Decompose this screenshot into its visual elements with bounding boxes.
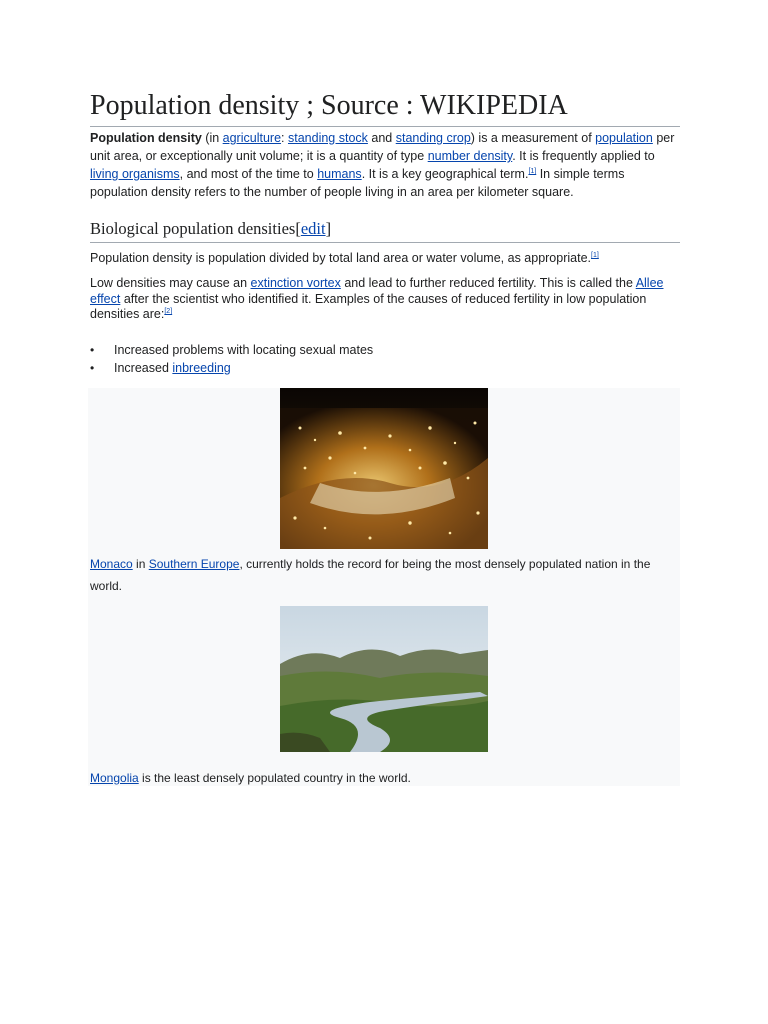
reference-link-1b[interactable]: [1]	[591, 252, 599, 259]
reference-link-2[interactable]: [2]	[164, 308, 173, 315]
reference-2	[164, 308, 172, 315]
page-title: Population density ; Source : WIKIPEDIA	[90, 88, 680, 127]
image-gallery	[88, 388, 680, 786]
monaco-night-image[interactable]	[280, 388, 488, 549]
link-inbreeding[interactable]: inbreeding	[172, 360, 231, 375]
link-monaco[interactable]: Monaco	[90, 557, 133, 571]
link-standing-stock[interactable]: standing stock	[287, 131, 368, 145]
link-living-organisms[interactable]: living organisms	[90, 167, 180, 181]
link-extinction-vortex[interactable]: extinction vortex	[250, 276, 341, 290]
mongolia-caption: Mongolia is the least densely populated country in the world.	[90, 771, 411, 785]
intro-paragraph: Population density (in agriculture: standing stock and standing crop) is a measurement of population per unit area, or exceptionally unit volume; it is a quantity of type number density. It is frequently applied to living organisms, and most of the time to humans. It is a key geographical term.[1] In simple terms population density refers to the number of people living in an area per kilometer square.	[90, 131, 675, 199]
link-allee-effect[interactable]: Allee effect	[90, 276, 664, 306]
intro-term: Population density	[90, 131, 202, 145]
paragraph-definition: Population density is population divided by total land area or water volume, as appropriate.[1]	[90, 251, 599, 265]
mongolia-photo	[280, 606, 488, 752]
reference-1b	[591, 252, 599, 259]
section-heading: Biological population densities[edit]	[90, 217, 680, 243]
monaco-caption: Monaco in Southern Europe, currently holds the record for being the most densely populated nation in the world.	[90, 557, 651, 593]
link-agriculture[interactable]: agriculture	[222, 131, 282, 145]
mongolia-landscape-image[interactable]	[280, 606, 488, 752]
reference-link-1[interactable]: [1]	[528, 168, 537, 175]
edit-link[interactable]: edit	[300, 219, 326, 238]
link-number-density[interactable]: number density	[427, 149, 513, 163]
link-mongolia[interactable]: Mongolia	[90, 771, 139, 785]
link-humans[interactable]: humans	[317, 167, 362, 181]
link-standing-crop[interactable]: standing crop	[395, 131, 471, 145]
link-southern-europe[interactable]: Southern Europe	[148, 557, 240, 571]
article	[90, 88, 680, 377]
paragraph-low-densities: Low densities may cause an extinction vortex and lead to further reduced fertility. This is called the Allee effect after the scientist who identified it. Examples of the causes of reduced fertility in low population densities are:[2]	[90, 276, 664, 321]
list-item: • Increased problems with locating sexual mates	[90, 341, 680, 359]
monaco-photo	[280, 388, 488, 549]
causes-list	[90, 341, 680, 377]
link-population[interactable]: population	[595, 131, 653, 145]
list-item: • Increased inbreeding	[90, 359, 680, 377]
